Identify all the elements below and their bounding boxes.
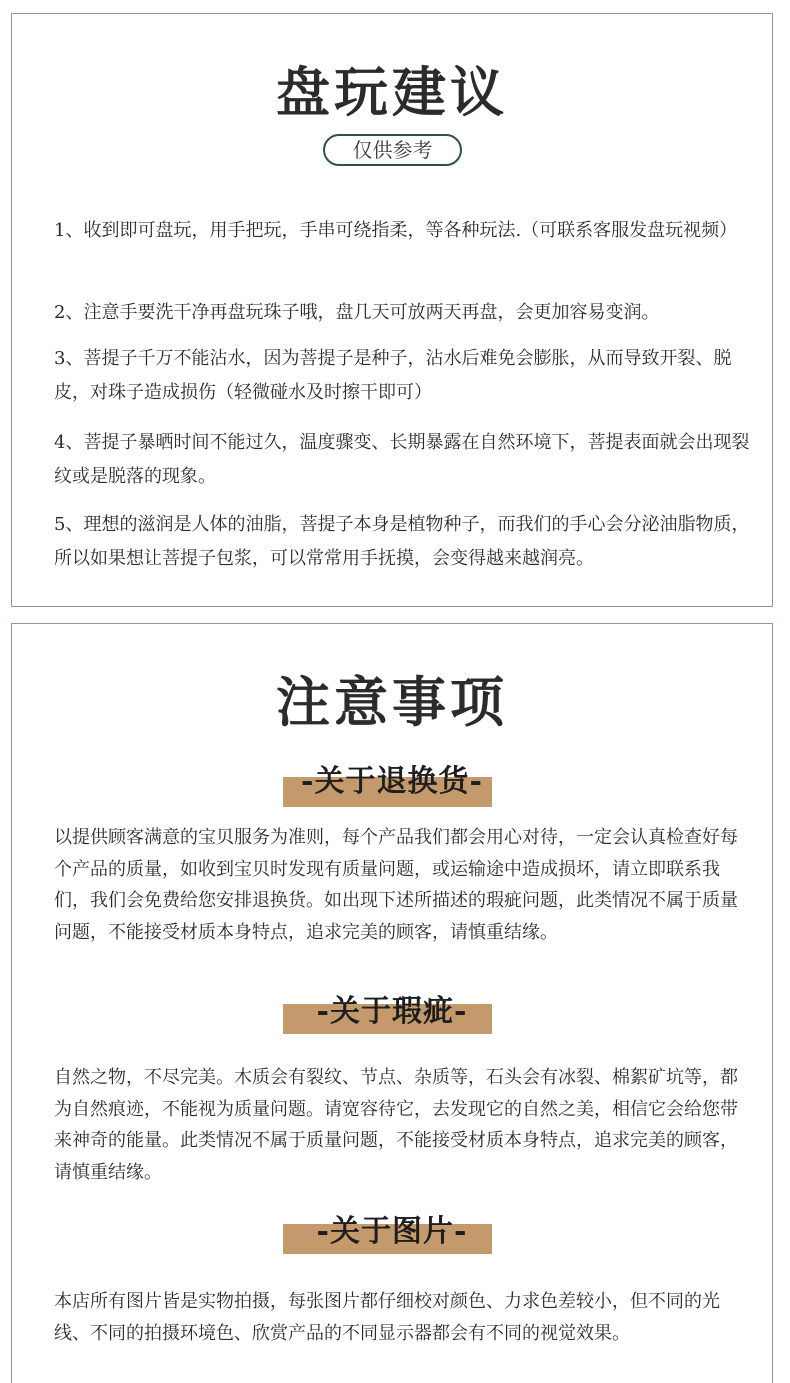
tip-item: 2、注意手要洗干净再盘玩珠子哦，盘几天可放两天再盘，会更加容易变润。	[54, 302, 660, 323]
reference-only-badge: 仅供参考	[323, 134, 462, 166]
returns-heading: -关于退换货-	[301, 764, 483, 799]
photos-text: 本店所有图片皆是实物拍摄，每张图片都仔细校对颜色、力求色差较小，但不同的光线、不同的拍摄环境色、欣赏产品的不同显示器都会有不同的视觉效果。	[54, 1291, 720, 1344]
notice-title: 注意事项	[276, 670, 508, 734]
returns-text: 以提供顾客满意的宝贝服务为准则，每个产品我们都会用心对待，一定会认真检查好每个产品的质量，如收到宝贝时发现有质量问题，或运输途中造成损坏，请立即联系我们，我们会免费给您安排退换货。如出现下述所描述的瑕疵问题，此类情况不属于质量问题，不能接受材质本身特点，追求完美的顾客，请慎重结缘。	[54, 827, 738, 943]
photos-heading: -关于图片-	[316, 1214, 468, 1249]
flaws-text: 自然之物，不尽完美。木质会有裂纹、节点、杂质等，石头会有冰裂、棉絮矿坑等，都为自然痕迹，不能视为质量问题。请宽容待它，去发现它的自然之美，相信它会给您带来神奇的能量。此类情况不属于质量问题，不能接受材质本身特点，追求完美的顾客，请慎重结缘。	[54, 1067, 738, 1183]
flaws-heading: -关于瑕疵-	[316, 994, 468, 1029]
play-guide-title: 盘玩建议	[276, 60, 508, 124]
tip-item: 1、收到即可盘玩，用手把玩，手串可绕指柔，等各种玩法.（可联系客服发盘玩视频）	[54, 220, 738, 241]
tip-item: 3、菩提子千万不能沾水，因为菩提子是种子，沾水后难免会膨胀，从而导致开裂、脱皮，对珠子造成损伤（轻微碰水及时擦干即可）	[54, 348, 732, 403]
tip-item: 4、菩提子暴晒时间不能过久，温度骤变、长期暴露在自然环境下，菩提表面就会出现裂纹或是脱落的现象。	[54, 432, 750, 487]
notice-panel	[11, 623, 773, 1383]
play-guide-panel	[11, 13, 773, 607]
tip-item: 5、理想的滋润是人体的油脂，菩提子本身是植物种子，而我们的手心会分泌油脂物质，所以如果想让菩提子包浆，可以常常用手抚摸，会变得越来越润亮。	[54, 514, 750, 569]
